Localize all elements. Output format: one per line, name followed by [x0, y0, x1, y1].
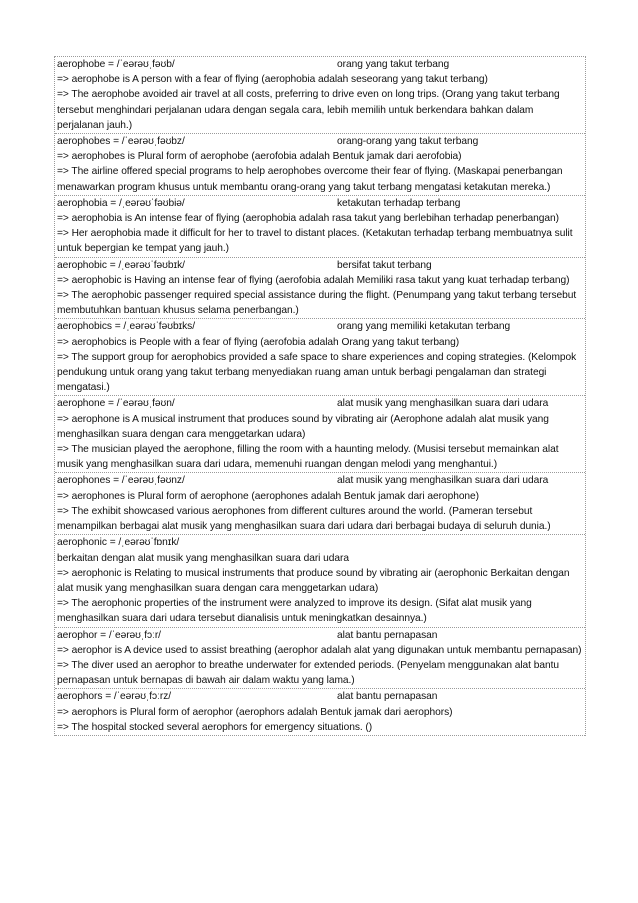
- headword: aerophobics = /ˌeərəʊˈfəʊbɪks/: [57, 321, 196, 333]
- headword: aerophors = /ˈeərəʊˌfɔːrz/: [57, 691, 172, 703]
- example: => Her aerophobia made it difficult for her to travel to distant places. (Ketakutan terhadap terbang membuatnya sulit untuk bepergian ke tempat yang jauh.): [57, 228, 573, 255]
- translation: alat musik yang menghasilkan suara dari udara: [337, 398, 549, 410]
- example: => The hospital stocked several aerophors for emergency situations. (): [57, 721, 373, 733]
- definition: => aerophobics is People with a fear of flying (aerofobia adalah Orang yang takut terbang): [57, 336, 460, 348]
- definition: => aerophor is A device used to assist breathing (aerophor adalah alat yang digunakan untuk membantu pernapasan): [57, 644, 582, 656]
- entry-aerophobia: [55, 196, 585, 258]
- definition: => aerophobes is Plural form of aerophobe (aerofobia adalah Bentuk jamak dari aerofobia): [57, 151, 462, 163]
- entry-header: [57, 196, 583, 211]
- definition: => aerophonic is Relating to musical instruments that produce sound by vibrating air (aerophonic Berkaitan dengan alat musik yang menghasilkan suara dengan cara menggetarkan udara): [57, 567, 570, 594]
- entry-aerophonic: [55, 535, 585, 627]
- entry-header: [57, 319, 583, 334]
- translation: ketakutan terhadap terbang: [337, 197, 461, 209]
- entry-aerophobe: [55, 57, 585, 134]
- definition: => aerophobia is An intense fear of flying (aerophobia adalah rasa takut yang berlebihan terhadap penerbangan): [57, 213, 559, 225]
- translation: bersifat takut terbang: [337, 259, 432, 271]
- entry-header: [57, 473, 583, 488]
- entry-header: [57, 689, 583, 704]
- definition: => aerophones is Plural form of aerophone (aerophones adalah Bentuk jamak dari aerophone): [57, 490, 480, 502]
- headword: aerophones = /ˈeərəʊˌfəʊnz/: [57, 475, 185, 487]
- definition: => aerophone is A musical instrument that produces sound by vibrating air (Aerophone adalah alat musik yang menghasilkan suara dengan cara menggetarkan udara): [57, 413, 549, 440]
- example: => The musician played the aerophone, filling the room with a haunting melody. (Musisi tersebut memainkan alat musik yang menghasilkan suara dari udara, memenuhi ruangan dengan melodi yang menghantui.): [57, 444, 559, 471]
- entry-aerophobic: [55, 258, 585, 320]
- example: => The aerophobe avoided air travel at all costs, preferring to drive even on long trips. (Orang yang takut terbang tersebut menghindari perjalanan udara dengan segala cara, lebih memilih untuk berkendara bahkan dalam perjalanan jauh.): [57, 89, 560, 131]
- entry-aerophobics: [55, 319, 585, 396]
- translation: orang yang memiliki ketakutan terbang: [337, 321, 511, 333]
- headword: aerophobia = /ˌeərəʊˈfəʊbiə/: [57, 197, 185, 209]
- translation: alat bantu pernapasan: [337, 629, 438, 641]
- dictionary-entries: [54, 56, 586, 736]
- example: => The diver used an aerophor to breathe underwater for extended periods. (Penyelam menggunakan alat bantu pernapasan untuk bernapas di bawah air dalam waktu yang lama.): [57, 659, 559, 687]
- example: => The exhibit showcased various aerophones from different cultures around the world. (Pameran tersebut menampilkan berbagai alat musik yang menghasilkan suara dari udara dari berbagai budaya di seluruh dunia.): [57, 505, 551, 533]
- example: => The aerophonic properties of the instrument were analyzed to improve its design. (Sifat alat musik yang menghasilkan suara dari udara tersebut dianalisis untuk meningkatkan desainnya.): [57, 598, 532, 625]
- example: => The airline offered special programs to help aerophobes overcome their fear of flying. (Maskapai penerbangan menawarkan program khusus untuk membantu orang-orang yang takut terbang mengatasi ketakutan mereka.): [57, 166, 563, 193]
- headword: aerophonic = /ˌeərəʊˈfɒnɪk/: [57, 537, 180, 549]
- translation: alat bantu pernapasan: [337, 691, 438, 703]
- entry-header: [57, 535, 583, 565]
- translation: berkaitan dengan alat musik yang menghasilkan suara dari udara: [57, 552, 349, 564]
- entry-aerophones: [55, 473, 585, 535]
- entry-aerophors: [55, 689, 585, 736]
- translation: orang yang takut terbang: [337, 59, 450, 70]
- headword: aerophor = /ˈeərəʊˌfɔːr/: [57, 629, 161, 641]
- entry-header: [57, 628, 583, 643]
- headword: aerophone = /ˈeərəʊˌfəʊn/: [57, 398, 175, 410]
- headword: aerophobes = /ˈeərəʊˌfəʊbz/: [57, 136, 185, 148]
- translation: orang-orang yang takut terbang: [337, 136, 479, 148]
- entry-header: [57, 258, 583, 273]
- entry-header: [57, 134, 583, 149]
- entry-header: [57, 57, 583, 72]
- headword: aerophobic = /ˌeərəʊˈfəʊbɪk/: [57, 259, 185, 271]
- definition: => aerophors is Plural form of aerophor (aerophors adalah Bentuk jamak dari aerophors): [57, 706, 453, 718]
- definition: => aerophobe is A person with a fear of flying (aerophobia adalah seseorang yang takut terbang): [57, 74, 488, 86]
- entry-aerophone: [55, 396, 585, 473]
- definition: => aerophobic is Having an intense fear of flying (aerofobia adalah Memiliki rasa takut yang kuat terhadap terbang): [57, 274, 570, 286]
- entry-aerophor: [55, 628, 585, 690]
- entry-header: [57, 396, 583, 411]
- translation: alat musik yang menghasilkan suara dari udara: [337, 475, 549, 487]
- entry-aerophobes: [55, 134, 585, 196]
- headword: aerophobe = /ˈeərəʊˌfəʊb/: [57, 59, 175, 70]
- example: => The aerophobic passenger required special assistance during the flight. (Penumpang yang takut terbang tersebut membutuhkan bantuan khusus selama penerbangan.): [57, 290, 577, 317]
- example: => The support group for aerophobics provided a safe space to share experiences and coping strategies. (Kelompok pendukung untuk orang yang takut terbang menyediakan ruang aman untuk berbagi pengalaman dan strategi mengatasi.): [57, 351, 577, 394]
